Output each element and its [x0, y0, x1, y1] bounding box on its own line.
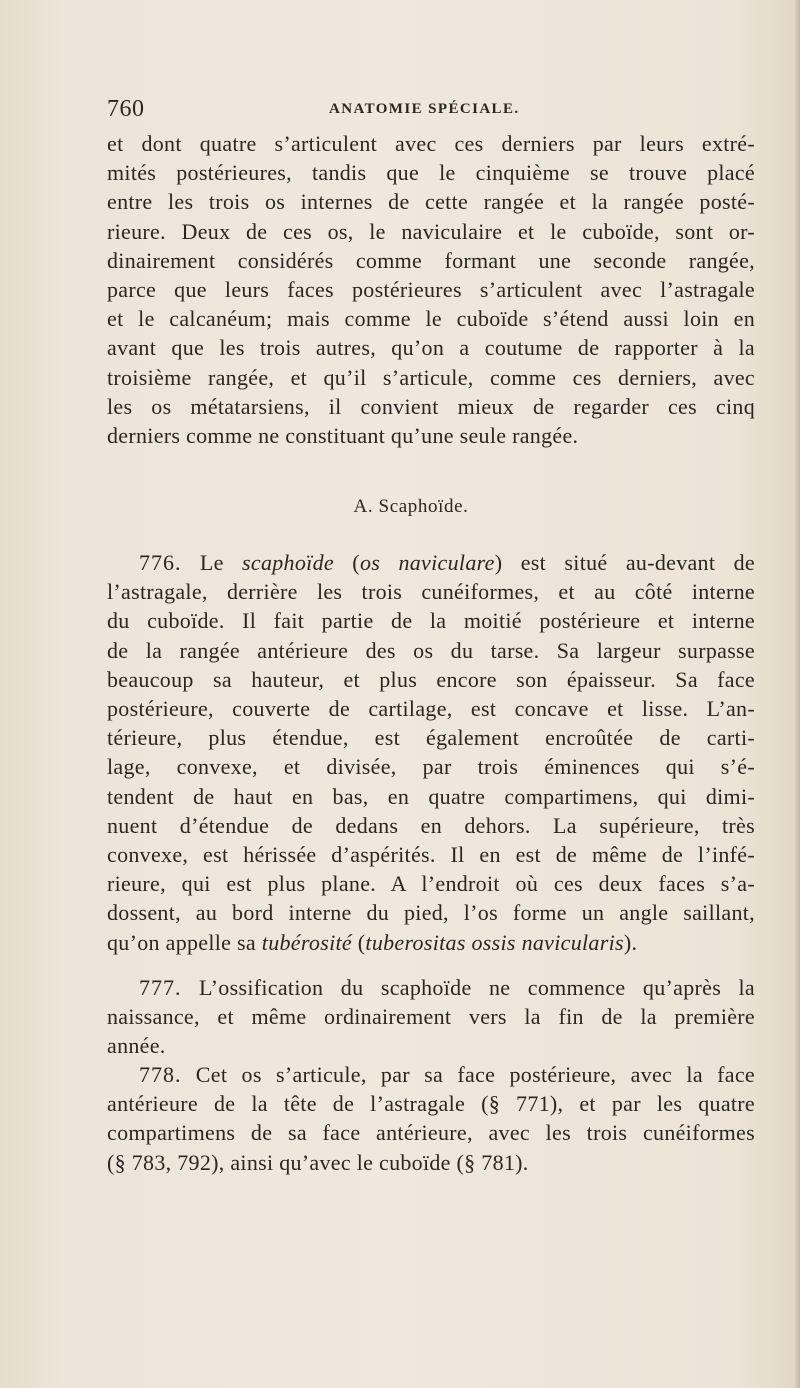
intro-paragraph [107, 129, 755, 450]
text-line: tendent de haut en bas, en quatre compartimens, qui dimi- [107, 783, 755, 809]
text-line: dinairement considérés comme formant une seconde rangée, [107, 247, 755, 273]
text-run: qu’on appelle sa [107, 929, 262, 955]
text-line: entre les trois os internes de cette rangée et la rangée posté- [107, 189, 755, 215]
text-run: Le [181, 550, 243, 575]
running-head: ANATOMIE SPÉCIALE. [329, 101, 520, 117]
text-line: antérieure de la tête de l’astragale (§ 771), et par les quatre [107, 1091, 755, 1117]
text-line: de la rangée antérieure des os du tarse. Sa largeur surpasse [107, 637, 755, 663]
text-line: avant que les trois autres, qu’on a coutume de rapporter à la [107, 335, 755, 361]
term-scaphoide: scaphoïde [242, 550, 334, 575]
text-line: et le calcanéum; mais comme le cuboïde s’étend aussi loin en [107, 306, 755, 332]
section-heading-text: A. Scaphoïde. [353, 496, 469, 517]
text-line: parce que leurs faces postérieures s’articulent avec l’astragale [107, 277, 755, 303]
text-line: les os métatarsiens, il convient mieux de regarder ces cinq [107, 393, 755, 419]
text-line [107, 928, 755, 957]
section-heading [0, 496, 800, 518]
text-line: térieure, plus étendue, est également encroûtée de carti- [107, 725, 755, 751]
text-line [107, 973, 755, 1002]
text-run: ( [351, 929, 366, 955]
paragraph-number: 778. [139, 1062, 182, 1087]
paragraph-number: 776. [139, 550, 182, 575]
text-line: du cuboïde. Il fait partie de la moitié postérieure et interne [107, 608, 755, 634]
paragraph-776 [107, 548, 755, 957]
text-line: et dont quatre s’articulent avec ces derniers par leurs extré- [107, 131, 755, 156]
latin-term: os naviculare [359, 550, 495, 575]
text-line: année. [107, 1033, 166, 1059]
text-line: postérieure, couverte de cartilage, est concave et lisse. L’an- [107, 696, 755, 722]
text-line: naissance, et même ordinairement vers la fin de la première [107, 1004, 755, 1030]
text-line: mités postérieures, tandis que le cinquième se trouve placé [107, 160, 755, 186]
term-tuberosite: tubérosité [261, 929, 352, 955]
text-run: Cet os s’articule, par sa face postérieure, avec la face [181, 1062, 755, 1087]
text-line [107, 548, 755, 577]
latin-term: tuberositas ossis navicularis [365, 929, 624, 955]
text-line: lage, convexe, et divisée, par trois éminences qui s’é- [107, 754, 755, 780]
text-line: convexe, est hérissée d’aspérités. Il en est de même de l’infé- [107, 842, 755, 868]
page-edge-shadow [794, 0, 800, 1388]
text-line: compartimens de sa face antérieure, avec les trois cunéiformes [107, 1120, 755, 1146]
text-line: derniers comme ne constituant qu’une seule rangée. [107, 423, 579, 449]
text-line: l’astragale, derrière les trois cunéiformes, et au côté interne [107, 579, 755, 605]
paragraph-778 [107, 1060, 755, 1177]
page-number: 760 [107, 96, 145, 122]
text-run: ). [623, 929, 638, 955]
text-line: rieure. Deux de ces os, le naviculaire et le cuboïde, sont or- [107, 218, 755, 244]
text-run: ( [333, 550, 360, 575]
text-line: rieure, qui est plus plane. A l’endroit où ces deux faces s’a- [107, 871, 755, 897]
text-line: troisième rangée, et qu’il s’articule, comme ces derniers, avec [107, 364, 755, 390]
paragraph-number: 777. [139, 975, 182, 1000]
text-line: beaucoup sa hauteur, et plus encore son épaisseur. Sa face [107, 666, 755, 692]
text-line [107, 1060, 755, 1089]
text-line: dossent, au bord interne du pied, l’os forme un angle saillant, [107, 900, 755, 926]
text-line: nuent d’étendue de dedans en dehors. La supérieure, très [107, 812, 755, 838]
paragraph-777 [107, 973, 755, 1061]
text-run: L’ossification du scaphoïde ne commence qu’après la [181, 975, 755, 1000]
page-header [107, 96, 755, 126]
text-line: (§ 783, 792), ainsi qu’avec le cuboïde (§ 781). [107, 1149, 529, 1175]
text-run: ) est situé au-devant de [494, 550, 755, 575]
